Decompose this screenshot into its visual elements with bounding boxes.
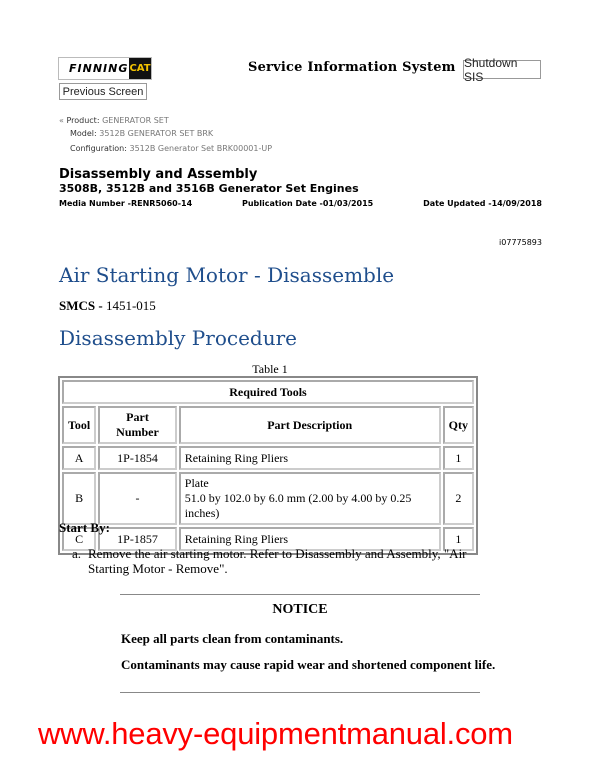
watermark: www.heavy-equipmentmanual.com — [38, 716, 513, 751]
doc-title: Disassembly and Assembly — [59, 167, 258, 182]
previous-screen-button[interactable]: Previous Screen — [59, 83, 147, 100]
article-title: Air Starting Motor - Disassemble — [59, 263, 395, 287]
breadcrumb-config — [70, 144, 272, 153]
shutdown-sis-button[interactable]: Shutdown SIS — [463, 60, 541, 79]
product-label: Product: — [66, 116, 100, 125]
logo-text: FINNING — [69, 62, 129, 75]
smcs-value: 1451-015 — [105, 298, 156, 313]
table-row — [62, 472, 474, 525]
cell-tool: C — [62, 527, 96, 551]
smcs — [59, 298, 156, 314]
cell-part: 1P-1854 — [98, 446, 177, 470]
step-text: Remove the air starting motor. Refer to Disassembly and Assembly, "Air Starting Motor - Remove". — [88, 546, 467, 576]
app-title: Service Information System — [248, 60, 456, 75]
required-tools-table — [58, 376, 478, 555]
cell-part: - — [98, 472, 177, 525]
cell-tool: B — [62, 472, 96, 525]
config-value: 3512B Generator Set BRK00001-UP — [129, 144, 273, 153]
publication-date: Publication Date -01/03/2015 — [242, 199, 374, 208]
cell-tool: A — [62, 446, 96, 470]
notice-line-1: Keep all parts clean from contaminants. — [121, 631, 344, 646]
col-header: Part Description — [179, 406, 441, 444]
cell-part: 1P-1857 — [98, 527, 177, 551]
notice-title: NOTICE — [272, 602, 328, 617]
step-marker: a. — [72, 546, 82, 561]
table-caption: Table 1 — [252, 362, 288, 376]
cat-logo: CAT — [129, 58, 151, 79]
media-number: Media Number -RENR5060-14 — [59, 199, 193, 208]
desc-line-2: 51.0 by 102.0 by 6.0 mm (2.00 by 4.00 by 0.25 inches) — [184, 491, 412, 520]
cell-desc — [179, 472, 441, 525]
notice-line-2: Contaminants may cause rapid wear and shortened component life. — [121, 657, 496, 672]
divider — [120, 594, 480, 595]
model-value: 3512B GENERATOR SET BRK — [99, 129, 214, 138]
breadcrumb-product[interactable] — [59, 116, 169, 125]
col-header: Part Number — [98, 406, 177, 444]
finning-cat-logo — [58, 57, 152, 80]
breadcrumb-model — [70, 129, 213, 138]
divider — [120, 692, 480, 693]
table-title: Required Tools — [62, 380, 474, 404]
cell-qty: 1 — [443, 446, 474, 470]
doc-id: i07775893 — [499, 238, 542, 247]
cell-desc: Retaining Ring Pliers — [179, 446, 441, 470]
col-header: Qty — [443, 406, 474, 444]
cell-desc: Retaining Ring Pliers — [179, 527, 441, 551]
model-label: Model: — [70, 129, 97, 138]
product-value: GENERATOR SET — [102, 116, 169, 125]
desc-line-1: Plate — [184, 476, 209, 490]
col-header: Tool — [62, 406, 96, 444]
config-label: Configuration: — [70, 144, 127, 153]
table-row — [62, 446, 474, 470]
smcs-label: SMCS - — [59, 298, 103, 313]
start-by-label: Start By: — [59, 520, 110, 535]
doc-subtitle: 3508B, 3512B and 3516B Generator Set Engines — [59, 182, 359, 195]
cell-qty: 2 — [443, 472, 474, 525]
collapse-icon[interactable]: « — [59, 116, 67, 125]
cell-qty: 1 — [443, 527, 474, 551]
section-title: Disassembly Procedure — [59, 326, 297, 350]
date-updated: Date Updated -14/09/2018 — [423, 199, 542, 208]
